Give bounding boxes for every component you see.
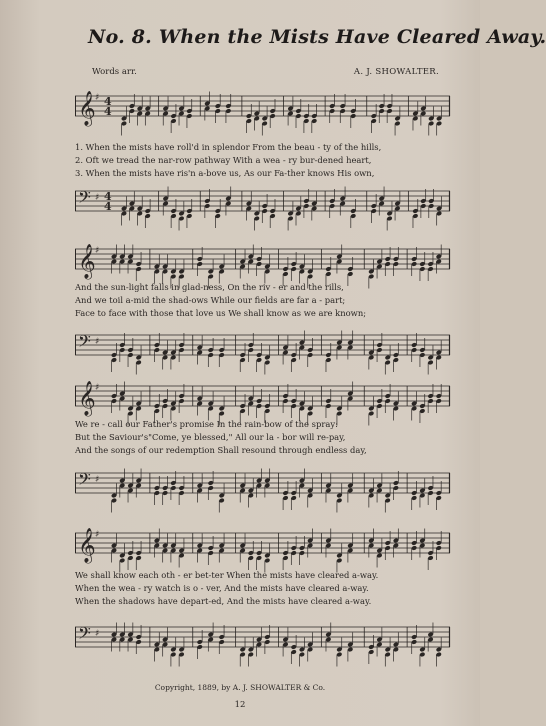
music-system-2 bbox=[75, 241, 450, 373]
key-sharp-icon: ♯ bbox=[95, 629, 100, 639]
lyric-verse-1: We re - call our Father's promise In the rain-bow of the spray: bbox=[75, 419, 338, 429]
treble-clef-icon: 𝄞 bbox=[78, 381, 96, 416]
hymn-title bbox=[88, 26, 546, 48]
copyright-notice: Copyright, 1889, by A. J. SHOWALTER & Co. bbox=[154, 683, 326, 692]
lyric-verse-3: Face to face with those that love us We shall know as we are known; bbox=[75, 308, 367, 318]
treble-staff bbox=[75, 378, 450, 418]
lyric-verse-3: 3. When the mists have ris'n a-bove us, As our Fa-ther knows His own, bbox=[75, 168, 375, 178]
lyric-verse-3: When the shadows have depart-ed, And the mists have cleared a-way. bbox=[75, 596, 372, 606]
bass-clef-icon: 𝄢 bbox=[78, 469, 91, 493]
lyric-verse-1: And the sun-light falls in glad-ness, On the riv - er and the rills, bbox=[75, 282, 344, 292]
lyric-verse-2: When the wea - ry watch is o - ver, And the mists have cleared a-way. bbox=[75, 583, 369, 593]
treble-staff bbox=[75, 525, 450, 565]
music-system-1 bbox=[75, 88, 450, 220]
treble-clef-icon: 𝄞 bbox=[78, 244, 96, 279]
key-sharp-icon: ♯ bbox=[95, 337, 100, 347]
page-number: 12 bbox=[234, 700, 246, 710]
key-sharp-icon: ♯ bbox=[95, 530, 100, 540]
bass-staff bbox=[75, 183, 450, 223]
key-sharp-icon: ♯ bbox=[95, 246, 100, 256]
lyric-verse-2: And we toil a-mid the shad-ows While our fields are far a - part; bbox=[75, 295, 346, 305]
treble-clef-icon: 𝄞 bbox=[78, 528, 96, 563]
key-sharp-icon: ♯ bbox=[95, 93, 100, 103]
bass-staff bbox=[75, 619, 450, 659]
time-signature-icon: 4 bbox=[104, 105, 112, 118]
words-credit: Words arr. bbox=[92, 67, 137, 77]
bass-staff bbox=[75, 327, 450, 367]
key-sharp-icon: ♯ bbox=[95, 193, 100, 203]
lyric-verse-2: But the Saviour's"Come, ye blessed," All our la - bor will re-pay, bbox=[75, 432, 346, 442]
music-system-3 bbox=[75, 378, 450, 510]
lyric-verse-3: And the songs of our redemption Shall resound through endless day, bbox=[75, 445, 367, 455]
bass-staff bbox=[75, 465, 450, 505]
key-sharp-icon: ♯ bbox=[95, 475, 100, 485]
treble-staff bbox=[75, 241, 450, 281]
treble-clef-icon: 𝄞 bbox=[78, 91, 96, 126]
lyric-verse-1: We shall know each oth - er bet-ter When the mists have cleared a-way. bbox=[75, 570, 379, 580]
lyric-verse-2: 2. Oft we tread the nar-row pathway With a wea - ry bur-dened heart, bbox=[75, 155, 372, 165]
lyric-verse-1: 1. When the mists have roll'd in splendor From the beau - ty of the hills, bbox=[75, 142, 382, 152]
time-signature-icon: 4 bbox=[104, 95, 112, 108]
time-signature-icon: 4 bbox=[104, 200, 112, 213]
hymn-title-text: When the Mists Have Cleared Away. bbox=[158, 26, 546, 48]
hymn-number: No. 8. bbox=[88, 26, 152, 48]
bass-clef-icon: 𝄢 bbox=[78, 331, 91, 355]
time-signature-icon: 4 bbox=[104, 190, 112, 203]
treble-staff bbox=[75, 88, 450, 128]
bass-clef-icon: 𝄢 bbox=[78, 623, 91, 647]
key-sharp-icon: ♯ bbox=[95, 383, 100, 393]
music-system-4 bbox=[75, 525, 450, 665]
music-credit: A. J. SHOWALTER. bbox=[353, 67, 439, 77]
bass-clef-icon: 𝄢 bbox=[78, 187, 91, 211]
